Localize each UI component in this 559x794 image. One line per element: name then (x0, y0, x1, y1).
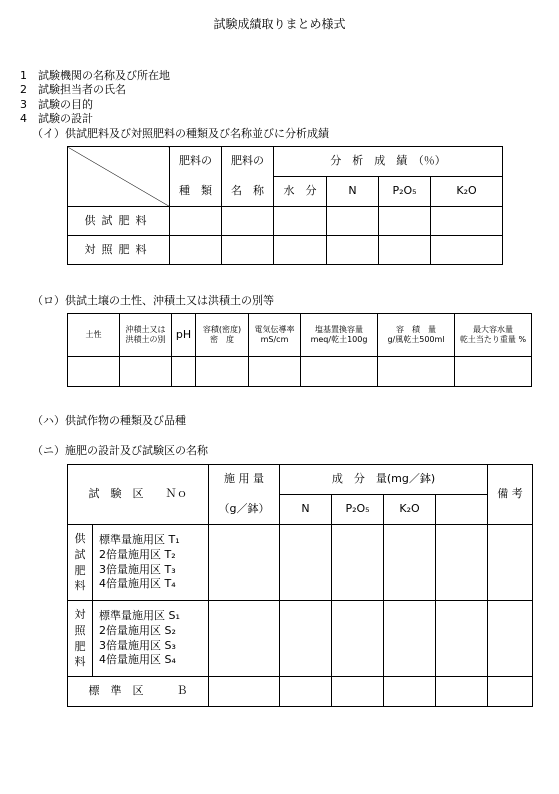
k2o-header: K₂O (384, 495, 436, 525)
col-ec: 電気伝導率 mS/cm (249, 314, 301, 357)
data-cell[interactable] (436, 525, 488, 601)
data-cell[interactable] (488, 677, 533, 707)
data-cell[interactable] (170, 207, 222, 236)
data-cell[interactable] (209, 677, 280, 707)
plot-t2: 2倍量施用区 T₂ (99, 547, 176, 561)
data-cell[interactable] (384, 601, 436, 677)
blank-header (436, 495, 488, 525)
plot-s2: 2倍量施用区 S₂ (99, 623, 176, 637)
data-cell[interactable] (222, 207, 274, 236)
section-ro-heading: （ロ）供試土壌の土性、沖積土又は洪積土の別等 (32, 294, 274, 307)
data-cell[interactable] (379, 236, 431, 265)
fert-kind-header: 種 類 (170, 177, 222, 207)
analysis-header: 分 析 成 績 （％） (274, 147, 503, 177)
col-density: 容積(密度) 密 度 (196, 314, 249, 357)
outline-item-1: 1 試験機関の名称及び所在地 (20, 69, 170, 82)
data-cell[interactable] (488, 601, 533, 677)
data-cell[interactable] (488, 525, 533, 601)
col-volume: 容 積 量 g/風乾土500ml (378, 314, 455, 357)
amount-unit-header: （g／鉢） (209, 495, 280, 525)
data-cell[interactable] (274, 236, 327, 265)
data-cell[interactable] (196, 357, 249, 387)
data-cell[interactable] (274, 207, 327, 236)
row-control-fertilizer: 対照肥料 (68, 236, 170, 265)
data-cell[interactable] (170, 236, 222, 265)
fertilizer-analysis-table (67, 146, 503, 265)
col-max-water: 最大容水量 乾土当たり重量 % (455, 314, 532, 357)
data-cell[interactable] (209, 525, 280, 601)
plot-t3: 3倍量施用区 T₃ (99, 562, 176, 576)
amount-header: 施 用 量 (209, 465, 280, 495)
group-test-label: 供 試 肥 料 (68, 525, 93, 601)
outline-item-2: 2 試験担当者の氏名 (20, 83, 126, 96)
data-cell[interactable] (327, 207, 379, 236)
fertilization-design-table (67, 464, 533, 707)
fert-name-header-top: 肥料の (222, 147, 274, 177)
data-cell[interactable] (379, 207, 431, 236)
remarks-header: 備 考 (488, 465, 533, 525)
data-cell[interactable] (378, 357, 455, 387)
data-cell[interactable] (384, 677, 436, 707)
data-cell[interactable] (332, 525, 384, 601)
data-cell[interactable] (384, 525, 436, 601)
plot-s3: 3倍量施用区 S₃ (99, 638, 176, 652)
p2o5-header: P₂O₅ (379, 177, 431, 207)
fert-kind-header-top: 肥料の (170, 147, 222, 177)
n-header: N (327, 177, 379, 207)
col-cec: 塩基置換容量 meq/乾土100g (301, 314, 378, 357)
row-test-fertilizer: 供試肥料 (68, 207, 170, 236)
data-cell[interactable] (431, 236, 503, 265)
soil-table (67, 313, 532, 387)
group-control-label: 対 照 肥 料 (68, 601, 93, 677)
data-cell[interactable] (280, 601, 332, 677)
outline-item-4: 4 試験の設計 (20, 112, 93, 125)
data-cell[interactable] (332, 601, 384, 677)
data-cell[interactable] (222, 236, 274, 265)
group-test-plots (93, 525, 209, 601)
data-cell[interactable] (455, 357, 532, 387)
page-title: 試験成績取りまとめ様式 (213, 17, 346, 31)
col-alluvial: 沖積土又は 洪積土の別 (120, 314, 172, 357)
plot-s4: 4倍量施用区 S₄ (99, 653, 176, 667)
data-cell[interactable] (68, 357, 120, 387)
section-i-heading: （イ）供試肥料及び対照肥料の種類及び名称並びに分析成績 (32, 127, 329, 140)
section-ni-heading: （ニ）施肥の設計及び試験区の名称 (32, 444, 208, 457)
p2o5-header: P₂O₅ (332, 495, 384, 525)
n-header: N (280, 495, 332, 525)
fert-name-header: 名 称 (222, 177, 274, 207)
section-ha-heading: （ハ）供試作物の種類及び品種 (32, 414, 186, 427)
data-cell[interactable] (301, 357, 378, 387)
diagonal-header-cell (68, 147, 170, 207)
standard-plot: 標 準 区 Ｂ (68, 677, 209, 707)
data-cell[interactable] (332, 677, 384, 707)
plot-s1: 標準量施用区 S₁ (99, 608, 180, 622)
group-control-plots (93, 601, 209, 677)
plot-t1: 標準量施用区 T₁ (99, 532, 180, 546)
water-header: 水 分 (274, 177, 327, 207)
k2o-header: K₂O (431, 177, 503, 207)
data-cell[interactable] (280, 525, 332, 601)
data-cell[interactable] (172, 357, 196, 387)
data-cell[interactable] (436, 601, 488, 677)
data-cell[interactable] (120, 357, 172, 387)
data-cell[interactable] (436, 677, 488, 707)
plot-t4: 4倍量施用区 T₄ (99, 577, 176, 591)
data-cell[interactable] (209, 601, 280, 677)
data-cell[interactable] (249, 357, 301, 387)
data-cell[interactable] (431, 207, 503, 236)
outline-item-3: 3 試験の目的 (20, 98, 93, 111)
plot-header: 試 験 区 Ｎｏ (68, 465, 209, 525)
component-header: 成 分 量(mg／鉢) (280, 465, 488, 495)
col-soil-texture: 土性 (68, 314, 120, 357)
data-cell[interactable] (327, 236, 379, 265)
data-cell[interactable] (280, 677, 332, 707)
col-ph: pH (172, 314, 196, 357)
